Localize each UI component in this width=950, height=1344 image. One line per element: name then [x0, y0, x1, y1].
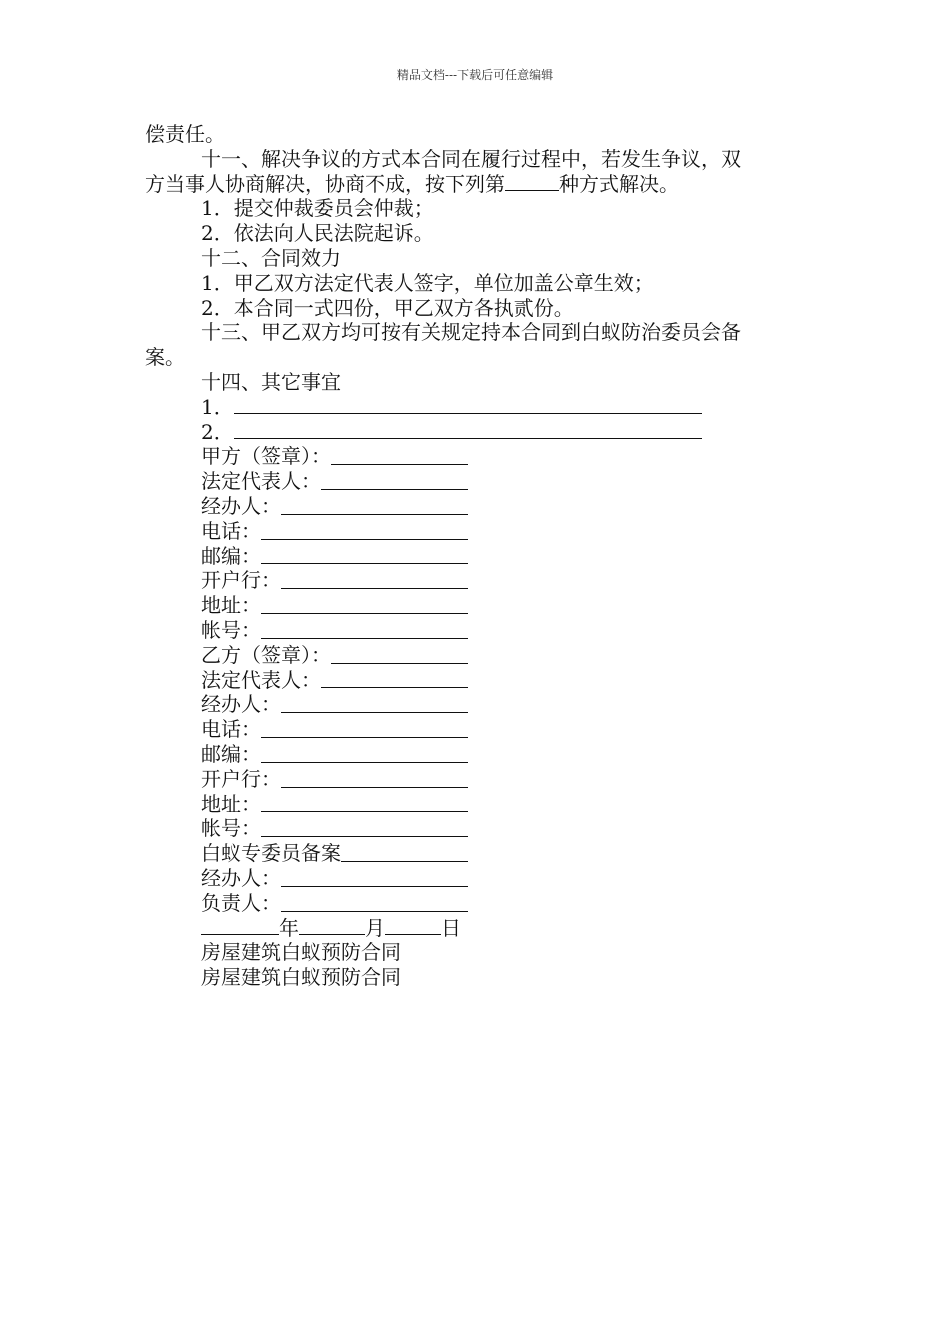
other-item-2-blank[interactable]: [234, 420, 702, 439]
option-arbitration: 1．提交仲裁委员会仲裁；: [201, 196, 434, 221]
day-blank[interactable]: [385, 916, 441, 935]
filing-label: 白蚁专委员备案: [201, 841, 341, 866]
party-b-seal-blank[interactable]: [331, 645, 468, 664]
party-a-seal-blank[interactable]: [331, 446, 468, 465]
method-number-blank[interactable]: [505, 172, 559, 191]
party-b-phone-label: 电话：: [201, 717, 261, 742]
filing-handler-row: [145, 866, 810, 891]
clause-14-heading: 十四、其它事宜: [201, 369, 341, 394]
party-b-address-blank[interactable]: [261, 793, 468, 812]
text-line: 偿责任。: [145, 122, 225, 146]
party-b-seal-label: 乙方（签章）：: [201, 642, 331, 667]
party-b-account-label: 帐号：: [201, 816, 261, 841]
other-item-1-blank[interactable]: [234, 395, 702, 414]
party-a-seal-row: [145, 444, 810, 469]
party-a-address-row: [145, 593, 810, 618]
party-a-account-blank[interactable]: [261, 620, 468, 639]
party-a-address-blank[interactable]: [261, 595, 468, 614]
party-b-rep-label: 法定代表人：: [201, 667, 321, 692]
clause-12-item-2: 2．本合同一式四份，甲乙双方各执贰份。: [201, 295, 574, 320]
option-court: 2．依法向人民法院起诉。: [201, 221, 434, 246]
other-item-2-number: 2．: [201, 419, 234, 444]
filing-handler-blank[interactable]: [281, 868, 468, 887]
footer-title-1: 房屋建筑白蚁预防合同: [201, 940, 401, 965]
party-a-phone-blank[interactable]: [261, 521, 468, 540]
party-b-bank-blank[interactable]: [281, 769, 468, 788]
party-a-address-label: 地址：: [201, 593, 261, 618]
filing-responsible-blank[interactable]: [281, 893, 468, 912]
party-b-postcode-blank[interactable]: [261, 744, 468, 763]
party-b-postcode-label: 邮编：: [201, 741, 261, 766]
party-a-postcode-row: [145, 544, 810, 569]
party-a-bank-label: 开户行：: [201, 568, 281, 593]
year-blank[interactable]: [201, 916, 279, 935]
party-a-bank-row: [145, 568, 810, 593]
party-a-bank-blank[interactable]: [281, 570, 468, 589]
party-a-handler-label: 经办人：: [201, 493, 281, 518]
party-a-account-row: [145, 618, 810, 643]
party-b-seal-row: [145, 643, 810, 668]
clause-12-heading: 十二、合同效力: [201, 245, 341, 270]
party-b-account-blank[interactable]: [261, 818, 468, 837]
party-b-postcode-row: [145, 742, 810, 767]
party-a-seal-label: 甲方（签章）：: [201, 444, 331, 469]
party-a-rep-row: [145, 469, 810, 494]
party-b-rep-blank[interactable]: [321, 669, 468, 688]
party-b-address-label: 地址：: [201, 791, 261, 816]
document-body: [145, 122, 810, 990]
party-a-phone-label: 电话：: [201, 518, 261, 543]
month-blank[interactable]: [299, 916, 365, 935]
party-b-bank-label: 开户行：: [201, 766, 281, 791]
party-a-account-label: 帐号：: [201, 617, 261, 642]
party-a-rep-blank[interactable]: [321, 471, 468, 490]
filing-responsible-row: [145, 891, 810, 916]
party-a-rep-label: 法定代表人：: [201, 469, 321, 494]
filing-blank[interactable]: [341, 843, 468, 862]
party-a-postcode-blank[interactable]: [261, 545, 468, 564]
clause-11-line: 十一、解决争议的方式本合同在履行过程中，若发生争议，双: [201, 146, 741, 171]
party-b-bank-row: [145, 767, 810, 792]
party-a-handler-blank[interactable]: [281, 496, 468, 515]
party-b-address-row: [145, 792, 810, 817]
year-label: 年: [279, 915, 299, 940]
clause-11-text-a: 方当事人协商解决，协商不成，按下列第: [145, 171, 505, 196]
party-b-account-row: [145, 816, 810, 841]
clause-13-continued: 案。: [145, 345, 185, 370]
footer-title-2: 房屋建筑白蚁预防合同: [201, 965, 401, 990]
clause-11-text-b: 种方式解决。: [559, 171, 679, 196]
party-b-phone-row: [145, 717, 810, 742]
clause-13-line: 十三、甲乙双方均可按有关规定持本合同到白蚁防治委员会备: [201, 320, 741, 345]
filing-responsible-label: 负责人：: [201, 890, 281, 915]
other-item-1-number: 1．: [201, 394, 234, 419]
party-a-phone-row: [145, 519, 810, 544]
page-header: 精品文档---下载后可任意编辑: [396, 68, 554, 82]
other-item-2: [145, 420, 810, 445]
filing-row: [145, 841, 810, 866]
other-item-1: [145, 395, 810, 420]
party-b-handler-row: [145, 692, 810, 717]
day-label: 日: [441, 915, 461, 940]
date-row: [145, 916, 810, 941]
month-label: 月: [365, 915, 385, 940]
clause-12-item-1: 1．甲乙双方法定代表人签字，单位加盖公章生效；: [201, 270, 654, 295]
party-a-postcode-label: 邮编：: [201, 543, 261, 568]
filing-handler-label: 经办人：: [201, 865, 281, 890]
party-a-handler-row: [145, 494, 810, 519]
party-b-handler-blank[interactable]: [281, 694, 468, 713]
party-b-handler-label: 经办人：: [201, 692, 281, 717]
clause-11-continued: [145, 172, 810, 197]
party-b-phone-blank[interactable]: [261, 719, 468, 738]
party-b-rep-row: [145, 668, 810, 693]
